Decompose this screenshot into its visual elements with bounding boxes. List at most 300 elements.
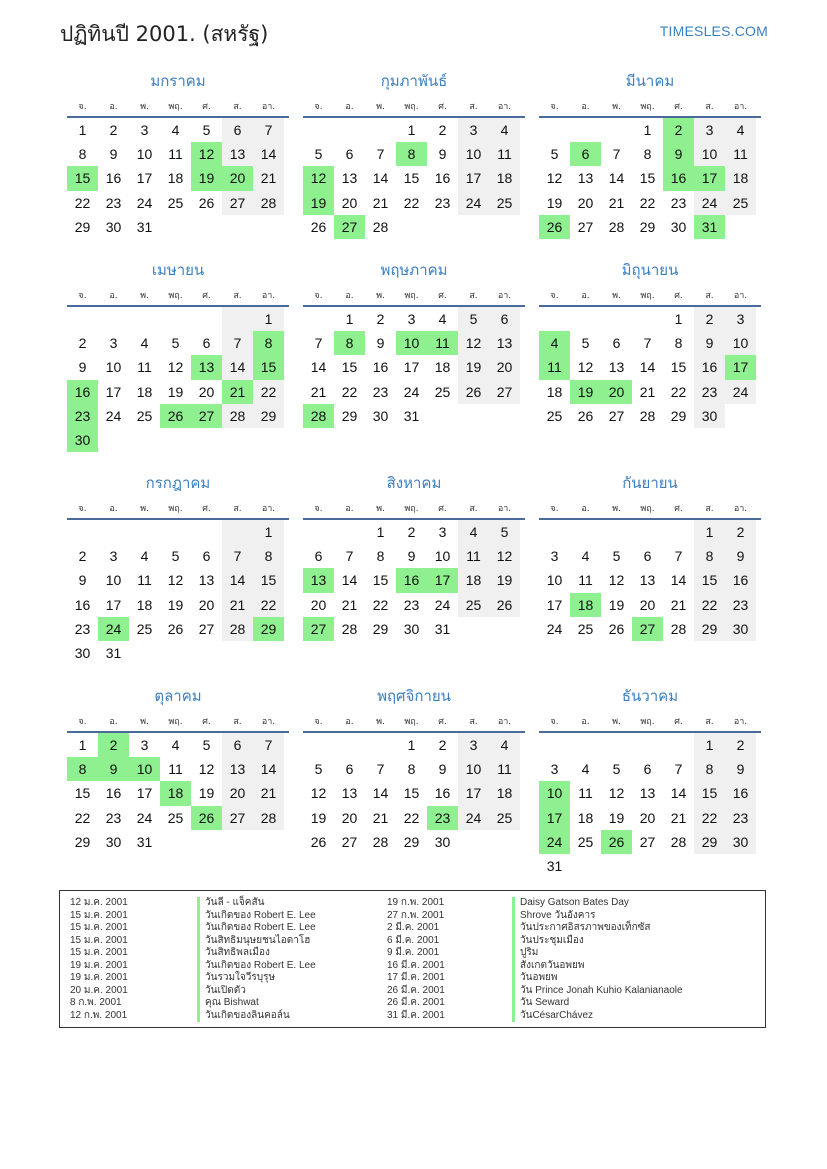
day-cell: 11	[137, 572, 152, 589]
day-cell: 29	[74, 833, 91, 850]
empty-day-cell	[632, 520, 663, 544]
day-cell: 4	[581, 761, 590, 778]
weekday-label: อ.	[581, 717, 590, 727]
week-row	[67, 404, 289, 428]
day-cell: 18	[167, 170, 184, 187]
week-row	[539, 166, 761, 190]
weekday-label: พ.	[612, 291, 621, 301]
day-cell: 30	[105, 833, 122, 850]
day-cell: 22	[74, 809, 91, 826]
day-cell: 18	[136, 596, 153, 613]
weekday-label: พฤ.	[168, 717, 183, 727]
weekday-label: พ.	[140, 717, 149, 727]
day-cell: 6	[222, 733, 253, 757]
weekday-label: ส.	[705, 504, 714, 514]
holiday-day-cell: 26	[160, 404, 191, 428]
empty-day-cell	[365, 733, 396, 757]
day-cell: 22	[694, 806, 725, 830]
month-block	[67, 470, 289, 665]
holiday-day-cell: 27	[334, 215, 365, 239]
month-days	[67, 118, 289, 239]
empty-day-cell	[334, 733, 365, 757]
holiday-day-cell: 21	[222, 380, 253, 404]
day-cell: 20	[639, 809, 656, 826]
day-cell: 17	[136, 785, 153, 802]
week-row	[67, 617, 289, 641]
day-cell: 19	[608, 809, 625, 826]
day-cell: 27	[489, 380, 520, 404]
holiday-day-cell: 2	[98, 733, 129, 757]
day-cell: 5	[612, 761, 621, 778]
holiday-date: 6 มี.ค. 2001	[387, 934, 440, 946]
holiday-day-cell: 26	[601, 830, 632, 854]
week-row	[303, 781, 525, 805]
month-days	[67, 733, 289, 854]
holiday-name: Shrove วันอังคาร	[512, 910, 683, 923]
weekday-label: อา.	[497, 504, 512, 514]
week-row	[539, 733, 761, 757]
day-cell: 1	[643, 122, 652, 138]
holiday-name: วันประชุมเมือง	[512, 935, 683, 948]
day-cell: 25	[167, 809, 184, 826]
week-row	[303, 118, 525, 142]
weekday-label: จ.	[78, 102, 87, 112]
empty-day-cell	[334, 118, 365, 142]
day-cell: 6	[345, 146, 354, 163]
week-row	[539, 331, 761, 355]
weekday-label: พ.	[376, 504, 385, 514]
day-cell: 30	[74, 644, 91, 661]
weekday-label: พ.	[612, 102, 621, 112]
month-name: เมษายน	[151, 261, 205, 279]
day-cell: 30	[694, 404, 725, 428]
day-cell: 18	[489, 166, 520, 190]
day-cell: 14	[222, 568, 253, 592]
week-row	[303, 215, 525, 239]
holiday-day-cell: 24	[539, 830, 570, 854]
day-cell: 3	[140, 122, 149, 138]
holiday-day-cell: 18	[160, 781, 191, 805]
day-cell: 9	[694, 331, 725, 355]
weekday-label: ส.	[469, 717, 478, 727]
day-cell: 3	[407, 311, 416, 327]
week-row	[539, 520, 761, 544]
empty-day-cell	[129, 520, 160, 544]
day-cell: 16	[74, 596, 91, 613]
day-cell: 13	[198, 572, 215, 589]
day-cell: 25	[489, 806, 520, 830]
holiday-day-cell: 19	[303, 191, 334, 215]
day-cell: 27	[222, 806, 253, 830]
week-row	[67, 781, 289, 805]
month-name: มีนาคม	[625, 72, 675, 90]
weekday-label: อา.	[261, 291, 276, 301]
holiday-date: 12 ม.ค. 2001	[70, 897, 128, 908]
day-cell: 30	[105, 218, 122, 235]
empty-day-cell	[489, 215, 520, 239]
empty-day-cell	[222, 520, 253, 544]
day-cell: 27	[608, 407, 625, 424]
empty-day-cell	[365, 118, 396, 142]
month-days	[303, 520, 525, 641]
day-cell: 24	[403, 383, 420, 400]
day-cell: 16	[105, 785, 122, 802]
day-cell: 1	[253, 307, 284, 331]
empty-day-cell	[191, 428, 222, 452]
day-cell: 3	[550, 548, 559, 565]
holiday-day-cell: 17	[725, 355, 756, 379]
week-row	[67, 806, 289, 830]
day-cell: 12	[198, 761, 215, 778]
week-row	[539, 118, 761, 142]
empty-day-cell	[253, 830, 284, 854]
day-cell: 6	[345, 761, 354, 778]
day-cell: 15	[694, 781, 725, 805]
weekday-label: ศ.	[202, 291, 211, 301]
day-cell: 22	[403, 194, 420, 211]
week-row	[303, 355, 525, 379]
week-row	[303, 544, 525, 568]
day-cell: 22	[74, 194, 91, 211]
day-cell: 15	[74, 785, 91, 802]
day-cell: 7	[222, 544, 253, 568]
day-cell: 16	[372, 359, 389, 376]
day-cell: 7	[643, 335, 652, 352]
weekday-label: ศ.	[438, 504, 447, 514]
empty-day-cell	[601, 854, 632, 878]
holiday-day-cell: 23	[427, 806, 458, 830]
week-row	[303, 733, 525, 757]
weekday-label: อา.	[733, 291, 748, 301]
day-cell: 2	[694, 307, 725, 331]
empty-day-cell	[458, 617, 489, 641]
weekday-label: อา.	[261, 102, 276, 112]
day-cell: 20	[489, 355, 520, 379]
page-title: ปฏิทินปี 2001. (สหรัฐ)	[60, 22, 269, 46]
month-name: สิงหาคม	[386, 474, 442, 492]
week-row	[303, 380, 525, 404]
holiday-date: 15 ม.ค. 2001	[70, 934, 128, 946]
day-cell: 28	[372, 833, 389, 850]
holiday-day-cell: 19	[570, 380, 601, 404]
day-cell: 2	[725, 520, 756, 544]
day-cell: 1	[253, 520, 284, 544]
day-cell: 27	[198, 620, 215, 637]
day-cell: 11	[725, 142, 756, 166]
day-cell: 24	[105, 407, 122, 424]
empty-day-cell	[222, 428, 253, 452]
day-cell: 21	[253, 781, 284, 805]
empty-day-cell	[725, 854, 756, 878]
day-cell: 4	[171, 737, 180, 753]
day-cell: 18	[546, 383, 563, 400]
week-row	[67, 428, 289, 452]
day-cell: 21	[222, 593, 253, 617]
holiday-day-cell: 2	[663, 118, 694, 142]
weekday-label: จ.	[314, 504, 323, 514]
site-link[interactable]: TIMESLES.COM	[659, 23, 768, 39]
weekday-header	[539, 496, 761, 520]
day-cell: 29	[341, 407, 358, 424]
empty-day-cell	[663, 854, 694, 878]
holiday-name: วันลี - แจ็คสัน	[197, 897, 316, 910]
day-cell: 17	[403, 359, 420, 376]
day-cell: 14	[372, 170, 389, 187]
day-cell: 15	[694, 568, 725, 592]
day-cell: 14	[253, 142, 284, 166]
weekday-label: จ.	[550, 717, 559, 727]
empty-day-cell	[427, 404, 458, 428]
day-cell: 26	[577, 407, 594, 424]
day-cell: 22	[670, 383, 687, 400]
weekday-label: จ.	[78, 504, 87, 514]
day-cell: 25	[577, 833, 594, 850]
empty-day-cell	[253, 215, 284, 239]
day-cell: 15	[253, 568, 284, 592]
day-cell: 5	[171, 335, 180, 352]
day-cell: 13	[489, 331, 520, 355]
day-cell: 4	[458, 520, 489, 544]
day-cell: 13	[639, 572, 656, 589]
holiday-date: 19 ก.พ. 2001	[387, 897, 445, 908]
day-cell: 23	[434, 194, 451, 211]
empty-day-cell	[334, 520, 365, 544]
day-cell: 7	[345, 548, 354, 565]
day-cell: 25	[577, 620, 594, 637]
day-cell: 8	[694, 544, 725, 568]
holiday-day-cell: 31	[694, 215, 725, 239]
empty-day-cell	[570, 733, 601, 757]
day-cell: 5	[612, 548, 621, 565]
weekday-header	[303, 709, 525, 733]
weekday-label: อ.	[345, 291, 354, 301]
week-row	[303, 142, 525, 166]
holiday-day-cell: 8	[334, 331, 365, 355]
day-cell: 24	[725, 380, 756, 404]
holiday-day-cell: 29	[253, 617, 284, 641]
day-cell: 29	[694, 617, 725, 641]
day-cell: 11	[489, 142, 520, 166]
day-cell: 5	[202, 737, 211, 753]
week-row	[539, 568, 761, 592]
day-cell: 24	[694, 191, 725, 215]
day-cell: 26	[310, 833, 327, 850]
day-cell: 14	[608, 170, 625, 187]
weekday-label: ส.	[233, 102, 242, 112]
day-cell: 22	[372, 596, 389, 613]
holiday-day-cell: 8	[396, 142, 427, 166]
week-row	[67, 830, 289, 854]
day-cell: 28	[608, 218, 625, 235]
day-cell: 6	[222, 118, 253, 142]
day-cell: 14	[670, 572, 687, 589]
day-cell: 7	[222, 331, 253, 355]
weekday-label: ส.	[233, 504, 242, 514]
week-row	[67, 593, 289, 617]
day-cell: 11	[489, 757, 520, 781]
holiday-day-cell: 10	[539, 781, 570, 805]
weekday-label: ส.	[705, 291, 714, 301]
day-cell: 9	[407, 548, 416, 565]
day-cell: 27	[577, 218, 594, 235]
holiday-date: 2 มี.ค. 2001	[387, 922, 440, 933]
day-cell: 10	[725, 331, 756, 355]
weekday-label: ศ.	[438, 717, 447, 727]
holiday-day-cell: 16	[396, 568, 427, 592]
empty-day-cell	[191, 520, 222, 544]
weekday-label: อ.	[109, 504, 118, 514]
weekday-label: อา.	[261, 717, 276, 727]
holiday-date: 17 มี.ค. 2001	[387, 972, 445, 983]
day-cell: 2	[438, 122, 447, 138]
day-cell: 1	[407, 737, 416, 753]
day-cell: 8	[643, 146, 652, 163]
week-row	[539, 854, 761, 878]
weekday-label: พ.	[612, 504, 621, 514]
day-cell: 19	[458, 355, 489, 379]
holiday-date: 26 มี.ค. 2001	[387, 984, 445, 996]
weekday-label: พฤ.	[640, 291, 655, 301]
month-name: ตุลาคม	[154, 687, 202, 705]
weekday-label: ส.	[705, 717, 714, 727]
empty-day-cell	[539, 307, 570, 331]
holiday-dates-col-2	[387, 897, 445, 1022]
day-cell: 6	[202, 548, 211, 565]
weekday-label: อา.	[497, 102, 512, 112]
day-cell: 21	[670, 596, 687, 613]
day-cell: 12	[167, 572, 184, 589]
day-cell: 1	[694, 733, 725, 757]
day-cell: 28	[253, 806, 284, 830]
day-cell: 8	[78, 146, 87, 163]
month-days	[303, 307, 525, 428]
weekday-label: อา.	[733, 717, 748, 727]
day-cell: 4	[489, 118, 520, 142]
holiday-day-cell: 16	[67, 380, 98, 404]
empty-day-cell	[570, 854, 601, 878]
week-row	[67, 166, 289, 190]
day-cell: 14	[222, 355, 253, 379]
day-cell: 26	[458, 380, 489, 404]
weekday-label: ศ.	[438, 102, 447, 112]
holiday-name: วันเกิดของลินคอล์น	[197, 1010, 316, 1023]
day-cell: 18	[458, 568, 489, 592]
day-cell: 7	[376, 761, 385, 778]
day-cell: 16	[434, 785, 451, 802]
day-cell: 9	[78, 572, 87, 589]
day-cell: 31	[434, 620, 451, 637]
weekday-label: จ.	[550, 102, 559, 112]
day-cell: 17	[105, 596, 122, 613]
week-row	[67, 520, 289, 544]
day-cell: 26	[489, 593, 520, 617]
empty-day-cell	[160, 641, 191, 665]
holiday-names-col-1	[197, 897, 316, 1022]
day-cell: 28	[639, 407, 656, 424]
holiday-day-cell: 8	[67, 757, 98, 781]
weekday-label: ศ.	[674, 717, 683, 727]
holiday-day-cell: 17	[427, 568, 458, 592]
day-cell: 23	[694, 380, 725, 404]
week-row	[303, 404, 525, 428]
day-cell: 12	[608, 572, 625, 589]
empty-day-cell	[160, 830, 191, 854]
empty-day-cell	[98, 428, 129, 452]
day-cell: 24	[136, 809, 153, 826]
holiday-day-cell: 27	[632, 617, 663, 641]
weekday-label: จ.	[314, 102, 323, 112]
holiday-date: 27 ก.พ. 2001	[387, 909, 445, 921]
day-cell: 1	[78, 122, 87, 138]
empty-day-cell	[632, 733, 663, 757]
week-row	[303, 568, 525, 592]
week-row	[67, 191, 289, 215]
weekday-header	[303, 496, 525, 520]
empty-day-cell	[160, 520, 191, 544]
week-row	[67, 215, 289, 239]
day-cell: 15	[639, 170, 656, 187]
week-row	[539, 830, 761, 854]
day-cell: 14	[639, 359, 656, 376]
week-row	[67, 118, 289, 142]
holiday-day-cell: 8	[253, 331, 284, 355]
holiday-name: วัน Seward	[512, 997, 683, 1010]
month-name: กรกฎาคม	[145, 474, 211, 492]
week-row	[67, 142, 289, 166]
day-cell: 15	[341, 359, 358, 376]
day-cell: 11	[137, 359, 152, 376]
empty-day-cell	[601, 307, 632, 331]
day-cell: 9	[78, 359, 87, 376]
empty-day-cell	[427, 215, 458, 239]
weekday-label: พ.	[612, 717, 621, 727]
empty-day-cell	[458, 404, 489, 428]
holiday-name: วันเกิดของ Robert E. Lee	[197, 910, 316, 923]
holiday-day-cell: 13	[191, 355, 222, 379]
day-cell: 16	[434, 170, 451, 187]
weekday-label: พ.	[376, 717, 385, 727]
day-cell: 19	[198, 785, 215, 802]
day-cell: 3	[109, 335, 118, 352]
holiday-day-cell: 26	[539, 215, 570, 239]
day-cell: 10	[105, 572, 122, 589]
holiday-day-cell: 10	[396, 331, 427, 355]
weekday-label: อา.	[261, 504, 276, 514]
weekday-label: ส.	[469, 102, 478, 112]
holiday-date: 8 ก.พ. 2001	[70, 997, 122, 1008]
day-cell: 9	[438, 146, 447, 163]
day-cell: 22	[639, 194, 656, 211]
weekday-label: พฤ.	[404, 291, 419, 301]
day-cell: 4	[171, 122, 180, 138]
day-cell: 12	[608, 785, 625, 802]
empty-day-cell	[570, 307, 601, 331]
day-cell: 7	[612, 146, 621, 163]
holiday-date: 15 ม.ค. 2001	[70, 922, 128, 933]
week-row	[539, 593, 761, 617]
weekday-label: ศ.	[674, 504, 683, 514]
holiday-name: วันอพยพ	[512, 972, 683, 985]
day-cell: 13	[222, 142, 253, 166]
holiday-day-cell: 9	[98, 757, 129, 781]
day-cell: 6	[612, 335, 621, 352]
holiday-day-cell: 6	[570, 142, 601, 166]
holiday-date: 31 มี.ค. 2001	[387, 1009, 445, 1021]
holiday-day-cell: 11	[427, 331, 458, 355]
empty-day-cell	[160, 215, 191, 239]
day-cell: 9	[725, 544, 756, 568]
day-cell: 16	[725, 568, 756, 592]
